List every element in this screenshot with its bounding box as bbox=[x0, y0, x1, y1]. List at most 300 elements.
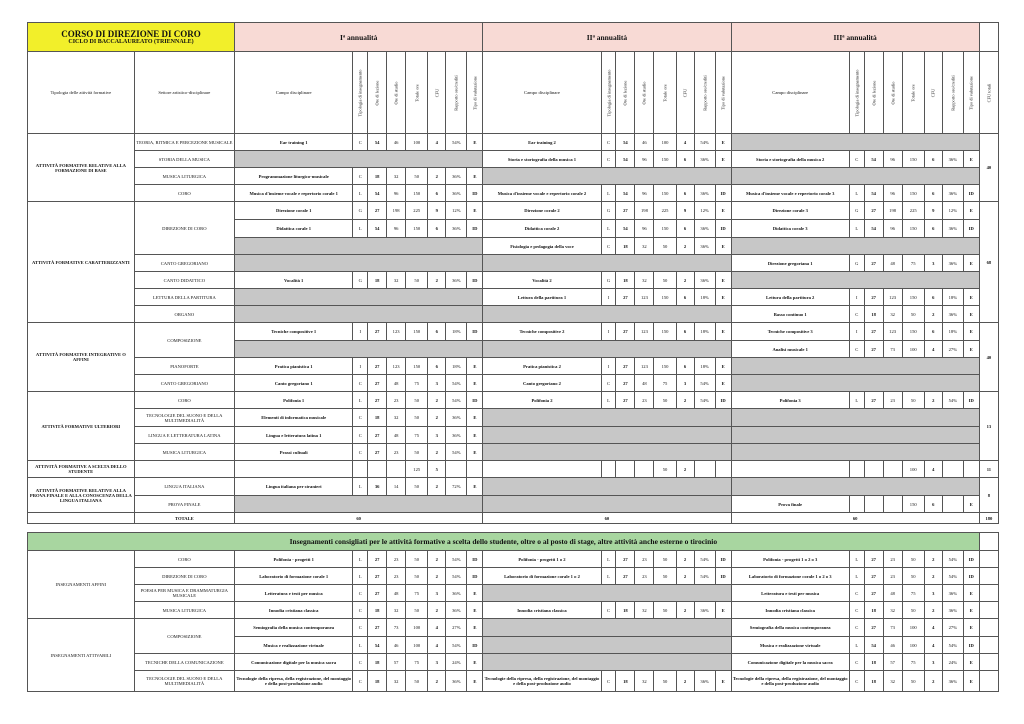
year-header: Iª annualità bbox=[235, 23, 483, 52]
col-label: Ore di studio bbox=[393, 81, 399, 104]
totale-ore: 75 bbox=[902, 255, 924, 272]
course-title: CORSO DI DIREZIONE DI CORO bbox=[61, 28, 201, 39]
ore-studio: 46 bbox=[883, 637, 902, 654]
ore-studio: 198 bbox=[387, 202, 406, 220]
empty-cell bbox=[731, 409, 979, 427]
cfu: 4 bbox=[428, 619, 446, 637]
ore-lezione bbox=[864, 461, 883, 478]
rapporto: 54% bbox=[694, 392, 715, 409]
empty-cell bbox=[235, 238, 483, 255]
cfu: 6 bbox=[924, 323, 942, 341]
rapporto: 36% bbox=[942, 151, 963, 168]
cfu: 3 bbox=[428, 427, 446, 444]
tipologia-code: G bbox=[849, 255, 864, 272]
ore-studio: 32 bbox=[635, 272, 654, 289]
empty-cell bbox=[235, 496, 483, 513]
area-caratt: ATTIVITÀ FORMATIVE CARATTERIZZANTI bbox=[28, 202, 135, 323]
course-name: Elementi di informatica musicale bbox=[235, 409, 353, 427]
settore-cell: MUSICA LITURGICA bbox=[134, 444, 234, 461]
tipologia-code: I bbox=[849, 323, 864, 341]
ore-lezione: 18 bbox=[368, 654, 387, 671]
course-name: Ear training 1 bbox=[235, 134, 353, 151]
tipologia-code: C bbox=[849, 306, 864, 323]
table-row bbox=[28, 23, 999, 52]
ore-lezione: 27 bbox=[368, 427, 387, 444]
ore-lezione: 27 bbox=[864, 255, 883, 272]
ore-studio: 23 bbox=[387, 551, 406, 568]
ore-studio: 23 bbox=[387, 392, 406, 409]
settore-cell: PIANOFORTE bbox=[134, 358, 234, 375]
valutazione: ID bbox=[467, 392, 483, 409]
ore-studio: 46 bbox=[387, 637, 406, 654]
valutazione: E bbox=[963, 671, 979, 692]
col-label: Tipo di valutazione bbox=[472, 75, 478, 110]
rapporto bbox=[942, 461, 963, 478]
cfu: 2 bbox=[924, 568, 942, 585]
ore-lezione: 18 bbox=[616, 602, 635, 619]
course-name: Polifonia - progetti 1 bbox=[235, 551, 353, 568]
course-name bbox=[731, 461, 849, 478]
tipologia-code: L bbox=[353, 478, 368, 496]
totale-ore: 150 bbox=[406, 323, 428, 341]
ore-lezione bbox=[368, 461, 387, 478]
rapporto: 54% bbox=[446, 134, 467, 151]
valutazione: E bbox=[467, 168, 483, 185]
col-label: Rapporto ore/crediti bbox=[453, 74, 459, 111]
ore-studio: 23 bbox=[883, 392, 902, 409]
valutazione: E bbox=[963, 602, 979, 619]
course-name: Innodia cristiana classica bbox=[235, 602, 353, 619]
tipologia-code: G bbox=[601, 202, 616, 220]
ore-studio: 123 bbox=[635, 358, 654, 375]
tipologia-code: C bbox=[849, 619, 864, 637]
rapporto: 36% bbox=[942, 306, 963, 323]
cfu: 6 bbox=[428, 185, 446, 202]
settore-cell bbox=[134, 461, 234, 478]
rapporto: 24% bbox=[446, 654, 467, 671]
empty-cell bbox=[731, 478, 979, 496]
rapporto: 36% bbox=[942, 602, 963, 619]
valutazione: E bbox=[467, 427, 483, 444]
cfu: 9 bbox=[676, 202, 694, 220]
tipologia-code: I bbox=[601, 323, 616, 341]
area-cfu-total: 40 bbox=[979, 323, 998, 392]
valutazione: E bbox=[467, 375, 483, 392]
totale-ore: 75 bbox=[902, 585, 924, 602]
electives-banner: Insegnamenti consigliati per le attività formative a scelta dello studente, oltre o al posto di stage, altre attività anche esterne o tirocinio bbox=[28, 533, 980, 551]
totale-ore: 50 bbox=[406, 409, 428, 427]
col-tot_ore bbox=[902, 52, 924, 134]
settore-cell: TECNICHE DELLA COMUNICAZIONE bbox=[134, 654, 234, 671]
col-rapp bbox=[942, 52, 963, 134]
tipologia-code: C bbox=[849, 341, 864, 358]
totale-ore: 150 bbox=[902, 323, 924, 341]
totale-ore: 50 bbox=[902, 671, 924, 692]
rapporto: 54% bbox=[446, 392, 467, 409]
course-name: Basso continuo 1 bbox=[731, 306, 849, 323]
valutazione: E bbox=[963, 496, 979, 513]
rapporto: 36% bbox=[694, 602, 715, 619]
ore-studio: 23 bbox=[635, 392, 654, 409]
ore-lezione: 36 bbox=[368, 478, 387, 496]
col-label: Totale ore bbox=[910, 83, 916, 102]
course-name: Didattica corale 3 bbox=[731, 220, 849, 238]
area-cfu-total: 40 bbox=[979, 134, 998, 202]
table-row bbox=[28, 289, 999, 306]
valutazione: E bbox=[715, 202, 731, 220]
rapporto: 12% bbox=[694, 202, 715, 220]
ore-lezione: 18 bbox=[368, 409, 387, 427]
blank bbox=[979, 602, 998, 619]
col-campo: Campo disciplinare bbox=[235, 52, 353, 134]
course-name: Lettura della partitura 1 bbox=[483, 289, 601, 306]
cfu: 2 bbox=[428, 168, 446, 185]
valutazione: ID bbox=[963, 551, 979, 568]
tipologia-code: I bbox=[353, 358, 368, 375]
totale-ore: 125 bbox=[406, 461, 428, 478]
settore-cell: COMPOSIZIONE bbox=[134, 619, 234, 654]
totale-ore: 50 bbox=[902, 306, 924, 323]
tipologia-code: C bbox=[601, 134, 616, 151]
course-name: Comunicazione digitale per la musica sacra bbox=[731, 654, 849, 671]
valutazione: ID bbox=[467, 568, 483, 585]
tipologia-code: C bbox=[601, 238, 616, 255]
valutazione bbox=[963, 461, 979, 478]
ore-lezione: 54 bbox=[864, 637, 883, 654]
totale-ore: 50 bbox=[654, 551, 676, 568]
totale-ore: 225 bbox=[406, 202, 428, 220]
total-y3: 60 bbox=[731, 513, 979, 524]
totale-ore: 50 bbox=[654, 461, 676, 478]
table-row bbox=[28, 52, 999, 134]
area-finale: ATTIVITÀ FORMATIVE RELATIVE ALLA PROVA FINALE E ALLA CONOSCENZA DELLA LINGUA ITALIANA bbox=[28, 478, 135, 513]
col-tip_ins bbox=[353, 52, 368, 134]
cfu: 9 bbox=[428, 202, 446, 220]
totale-ore: 150 bbox=[406, 220, 428, 238]
course-name: Polifonia - progetti 1 o 2 bbox=[483, 551, 601, 568]
ore-studio: 96 bbox=[883, 151, 902, 168]
course-name: Prova finale bbox=[731, 496, 849, 513]
rapporto: 54% bbox=[446, 444, 467, 461]
ore-studio: 48 bbox=[883, 255, 902, 272]
tipologia-code: L bbox=[849, 392, 864, 409]
col-rapp bbox=[694, 52, 715, 134]
tipologia-code: L bbox=[849, 637, 864, 654]
tipologia-code: L bbox=[601, 551, 616, 568]
col-tot_ore bbox=[406, 52, 428, 134]
empty-cell bbox=[483, 444, 731, 461]
cfu: 3 bbox=[924, 585, 942, 602]
totale-ore: 150 bbox=[902, 496, 924, 513]
empty-cell bbox=[483, 637, 731, 654]
valutazione: ID bbox=[963, 185, 979, 202]
table-row bbox=[28, 524, 999, 533]
rapporto: 12% bbox=[446, 202, 467, 220]
ore-studio: 32 bbox=[635, 602, 654, 619]
area-scelta: ATTIVITÀ FORMATIVE A SCELTA DELLO STUDENTE bbox=[28, 461, 135, 478]
valutazione: E bbox=[715, 602, 731, 619]
ore-studio: 46 bbox=[387, 134, 406, 151]
ore-lezione: 27 bbox=[864, 323, 883, 341]
col-val bbox=[467, 52, 483, 134]
cfu: 6 bbox=[676, 185, 694, 202]
settore-cell: CANTO GREGORIANO bbox=[134, 255, 234, 272]
ore-studio bbox=[635, 461, 654, 478]
totale-ore: 50 bbox=[654, 272, 676, 289]
tipologia-code: G bbox=[601, 272, 616, 289]
table-row bbox=[28, 496, 999, 513]
totale-ore: 50 bbox=[654, 671, 676, 692]
course-name: Direzione corale 2 bbox=[483, 202, 601, 220]
col-val bbox=[963, 52, 979, 134]
rapporto: 18% bbox=[694, 289, 715, 306]
area-cfu-total: 8 bbox=[979, 478, 998, 513]
settore-cell: PROVA FINALE bbox=[134, 496, 234, 513]
cfu: 4 bbox=[676, 134, 694, 151]
curriculum-table bbox=[27, 22, 999, 692]
tipologia-code: L bbox=[601, 568, 616, 585]
ore-lezione: 27 bbox=[616, 323, 635, 341]
col-label: Tipologia di insegnamento bbox=[606, 69, 612, 116]
col-tot_ore bbox=[654, 52, 676, 134]
rapporto: 18% bbox=[694, 323, 715, 341]
totale-ore: 150 bbox=[902, 185, 924, 202]
rapporto bbox=[694, 461, 715, 478]
course-name: Lettura della partitura 2 bbox=[731, 289, 849, 306]
cfu: 9 bbox=[924, 202, 942, 220]
totale-ore: 75 bbox=[406, 654, 428, 671]
rapporto: 54% bbox=[446, 375, 467, 392]
year-header: IIª annualità bbox=[483, 23, 731, 52]
spacer bbox=[28, 524, 999, 533]
table-row bbox=[28, 671, 999, 692]
tipologia-code: C bbox=[353, 619, 368, 637]
tipologia-code: C bbox=[849, 585, 864, 602]
totale-ore: 50 bbox=[406, 551, 428, 568]
totale-ore: 50 bbox=[654, 392, 676, 409]
course-name: Polifonia 2 bbox=[483, 392, 601, 409]
valutazione: ID bbox=[715, 568, 731, 585]
cfu: 6 bbox=[676, 289, 694, 306]
col-label: Totale ore bbox=[662, 83, 668, 102]
rapporto: 54% bbox=[446, 568, 467, 585]
ore-studio: 32 bbox=[387, 168, 406, 185]
col-label: Tipo di valutazione bbox=[968, 75, 974, 110]
valutazione: ID bbox=[467, 551, 483, 568]
rapporto: 36% bbox=[446, 168, 467, 185]
col-ore_lez bbox=[368, 52, 387, 134]
tipologia-code: C bbox=[849, 151, 864, 168]
cfu: 4 bbox=[924, 461, 942, 478]
cfu: 5 bbox=[428, 461, 446, 478]
ore-studio: 57 bbox=[883, 654, 902, 671]
col-label: Ore di lezione bbox=[871, 80, 877, 105]
ore-studio: 96 bbox=[387, 220, 406, 238]
ore-studio: 32 bbox=[883, 602, 902, 619]
totale-ore: 50 bbox=[406, 671, 428, 692]
course-name bbox=[483, 461, 601, 478]
tipologia-code: I bbox=[601, 289, 616, 306]
ore-studio: 14 bbox=[387, 478, 406, 496]
valutazione: E bbox=[963, 585, 979, 602]
cfu: 2 bbox=[428, 409, 446, 427]
ore-lezione: 54 bbox=[616, 185, 635, 202]
valutazione: E bbox=[715, 323, 731, 341]
cfu: 6 bbox=[428, 220, 446, 238]
course-name: Direzione gregoriana 1 bbox=[731, 255, 849, 272]
cfu: 2 bbox=[676, 602, 694, 619]
valutazione: E bbox=[963, 255, 979, 272]
course-name: Musica e realizzazione virtuale bbox=[731, 637, 849, 654]
tipologia-code bbox=[849, 461, 864, 478]
course-name: Vocalità 1 bbox=[235, 272, 353, 289]
valutazione: ID bbox=[963, 568, 979, 585]
area-ulteriori: ATTIVITÀ FORMATIVE ULTERIORI bbox=[28, 392, 135, 461]
col-ore_lez bbox=[864, 52, 883, 134]
ore-lezione: 54 bbox=[616, 220, 635, 238]
totale-ore: 150 bbox=[406, 358, 428, 375]
totale-ore: 75 bbox=[654, 375, 676, 392]
settore-cell: CORO bbox=[134, 392, 234, 409]
cfu: 6 bbox=[676, 151, 694, 168]
blank bbox=[979, 585, 998, 602]
rapporto bbox=[446, 461, 467, 478]
table-row bbox=[28, 602, 999, 619]
course-name: Tecniche compositive 2 bbox=[483, 323, 601, 341]
col-label: Tipologia di insegnamento bbox=[357, 69, 363, 116]
valutazione: ID bbox=[963, 637, 979, 654]
empty-cell bbox=[235, 341, 483, 358]
valutazione: E bbox=[963, 151, 979, 168]
cfu: 2 bbox=[676, 568, 694, 585]
empty-cell bbox=[483, 341, 731, 358]
empty-cell bbox=[235, 289, 483, 306]
tipologia-code: L bbox=[601, 392, 616, 409]
ore-studio: 73 bbox=[883, 619, 902, 637]
table-row bbox=[28, 654, 999, 671]
ore-lezione: 27 bbox=[368, 444, 387, 461]
totale-ore: 50 bbox=[406, 602, 428, 619]
rapporto: 36% bbox=[446, 427, 467, 444]
table-row bbox=[28, 392, 999, 409]
table-row bbox=[28, 202, 999, 220]
ore-lezione: 18 bbox=[864, 602, 883, 619]
table-row bbox=[28, 151, 999, 168]
ore-studio: 32 bbox=[635, 238, 654, 255]
totale-ore: 50 bbox=[654, 238, 676, 255]
area-affini: ATTIVITÀ FORMATIVE INTEGRATIVE O AFFINI bbox=[28, 323, 135, 392]
ore-studio: 48 bbox=[883, 585, 902, 602]
course-name: Programmazione liturgico-musicale bbox=[235, 168, 353, 185]
cfu: 3 bbox=[428, 585, 446, 602]
empty-cell bbox=[483, 585, 731, 602]
rapporto: 54% bbox=[694, 551, 715, 568]
settore-cell: COMPOSIZIONE bbox=[134, 323, 234, 358]
area-cfu-total: 11 bbox=[979, 461, 998, 478]
cfu: 2 bbox=[924, 602, 942, 619]
ore-lezione: 18 bbox=[864, 671, 883, 692]
tipologia-code: C bbox=[601, 602, 616, 619]
table-row bbox=[28, 185, 999, 202]
empty-cell bbox=[731, 272, 979, 289]
rapporto: 36% bbox=[942, 220, 963, 238]
col-cfu bbox=[924, 52, 942, 134]
course-name: Didattica corale 2 bbox=[483, 220, 601, 238]
ore-lezione: 27 bbox=[368, 202, 387, 220]
cfu: 2 bbox=[924, 551, 942, 568]
settore-cell: CANTO DIDATTICO bbox=[134, 272, 234, 289]
table-row bbox=[28, 323, 999, 341]
rapporto: 18% bbox=[942, 289, 963, 306]
course-name: Canto gregoriano 2 bbox=[483, 375, 601, 392]
rapporto: 36% bbox=[446, 585, 467, 602]
cfu: 4 bbox=[428, 637, 446, 654]
empty-cell bbox=[483, 409, 731, 427]
cfu: 3 bbox=[428, 654, 446, 671]
table-row bbox=[28, 568, 999, 585]
valutazione: ID bbox=[715, 185, 731, 202]
col-tipologia: Tipologia delle attività formative bbox=[28, 52, 135, 134]
rapporto: 27% bbox=[942, 619, 963, 637]
elective-area: INSEGNAMENTI ATTIVABILI bbox=[28, 619, 135, 692]
totale-ore: 150 bbox=[654, 323, 676, 341]
table-row bbox=[28, 409, 999, 427]
totale-ore: 50 bbox=[406, 568, 428, 585]
cfu: 3 bbox=[676, 375, 694, 392]
valutazione: E bbox=[963, 202, 979, 220]
tipologia-code: C bbox=[353, 409, 368, 427]
table-row bbox=[28, 585, 999, 602]
rapporto: 27% bbox=[446, 619, 467, 637]
blank bbox=[979, 637, 998, 654]
tipologia-code: L bbox=[849, 185, 864, 202]
rapporto bbox=[942, 496, 963, 513]
ore-lezione: 27 bbox=[616, 392, 635, 409]
col-label: Ore di studio bbox=[641, 81, 647, 104]
ore-lezione: 27 bbox=[864, 551, 883, 568]
totale-ore: 150 bbox=[406, 185, 428, 202]
settore-cell: POESIA PER MUSICA E DRAMMATURGIA MUSICALE bbox=[134, 585, 234, 602]
ore-studio: 23 bbox=[635, 551, 654, 568]
valutazione: E bbox=[467, 619, 483, 637]
col-label: Totale ore bbox=[414, 83, 420, 102]
course-name: Comunicazione digitale per la musica sacra bbox=[235, 654, 353, 671]
course-name: Lingua e letteratura latina 1 bbox=[235, 427, 353, 444]
empty-cell bbox=[483, 255, 731, 272]
ore-studio: 48 bbox=[635, 375, 654, 392]
valutazione: E bbox=[467, 409, 483, 427]
cfu: 2 bbox=[924, 392, 942, 409]
rapporto: 36% bbox=[694, 272, 715, 289]
totale-ore: 50 bbox=[406, 392, 428, 409]
cfu: 6 bbox=[924, 220, 942, 238]
ore-studio: 123 bbox=[883, 289, 902, 306]
rapporto: 18% bbox=[446, 323, 467, 341]
cfu: 6 bbox=[924, 289, 942, 306]
totale-ore: 150 bbox=[654, 358, 676, 375]
cfu: 2 bbox=[428, 602, 446, 619]
table-row bbox=[28, 375, 999, 392]
ore-studio: 23 bbox=[635, 568, 654, 585]
ore-studio: 32 bbox=[387, 409, 406, 427]
cfu: 4 bbox=[924, 619, 942, 637]
cfu: 6 bbox=[676, 323, 694, 341]
cfu: 2 bbox=[676, 238, 694, 255]
ore-studio: 57 bbox=[387, 654, 406, 671]
tipologia-code: C bbox=[353, 444, 368, 461]
ore-studio: 32 bbox=[387, 671, 406, 692]
empty-cell bbox=[731, 358, 979, 375]
